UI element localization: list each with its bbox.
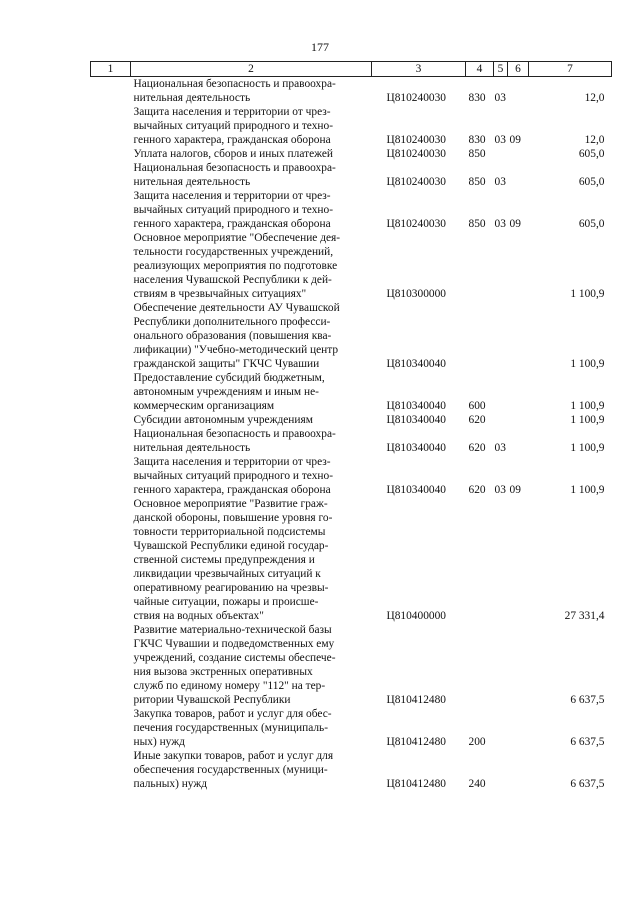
row-subsection <box>508 371 529 413</box>
row-section: 03 <box>494 218 506 230</box>
row-name: Субсидии автономным учреждениям <box>133 414 313 426</box>
table-row <box>91 623 612 707</box>
row-section <box>494 413 508 427</box>
row-amount: 12,0 <box>584 92 605 104</box>
row-subsection <box>508 623 529 707</box>
row-code: Ц810240030 <box>386 134 446 146</box>
row-expense-type <box>466 231 494 301</box>
row-code: Ц810300000 <box>386 288 446 300</box>
row-expense-type: 620 <box>468 484 486 496</box>
table-row <box>91 189 612 231</box>
row-subsection <box>508 427 529 455</box>
row-amount: 1 100,9 <box>570 484 605 496</box>
row-section <box>494 371 508 413</box>
row-name: Основное мероприятие "Развитие граж- данской обороны, повышение уровня го- товности территориальной подсистемы Чувашской Республики единой государ- ственной системы предупреждения и ликвидации чрезвычайных ситуаций к оперативному реагированию на чрезвы- чайные ситуации, пожары и происше- ствия на водных объектах" <box>133 498 333 622</box>
row-expense-type: 600 <box>468 400 486 412</box>
row-name: Защита населения и территории от чрез- вычайных ситуаций природного и техно- генного характера, гражданская оборона <box>133 190 333 230</box>
table-header-row <box>91 62 612 77</box>
row-expense-type <box>466 301 494 371</box>
row-code: Ц810340040 <box>386 414 446 426</box>
row-subsection <box>508 301 529 371</box>
row-amount: 1 100,9 <box>570 400 605 412</box>
row-code: Ц810412480 <box>386 694 446 706</box>
row-section <box>494 707 508 749</box>
table-row <box>91 427 612 455</box>
table-row <box>91 231 612 301</box>
row-code: Ц810400000 <box>386 610 446 622</box>
row-amount: 27 331,4 <box>564 610 605 622</box>
table-row <box>91 371 612 413</box>
row-code: Ц810412480 <box>386 778 446 790</box>
row-name: Иные закупки товаров, работ и услуг для обеспечения государственных (муници- пальных) нужд <box>133 750 334 790</box>
column-header-2: 2 <box>131 62 372 77</box>
row-name: Защита населения и территории от чрез- вычайных ситуаций природного и техно- генного характера, гражданская оборона <box>133 106 333 146</box>
row-subsection <box>508 147 529 161</box>
row-name: Национальная безопасность и правоохра- нительная деятельность <box>133 428 336 454</box>
row-code: Ц810240030 <box>386 218 446 230</box>
table-row <box>91 105 612 147</box>
row-amount: 605,0 <box>578 176 605 188</box>
column-header-3: 3 <box>372 62 466 77</box>
page-number: 177 <box>311 40 329 54</box>
row-code: Ц810340040 <box>386 400 446 412</box>
table-row <box>91 413 612 427</box>
table-row <box>91 455 612 497</box>
row-subsection <box>508 161 529 189</box>
row-name: Национальная безопасность и правоохра- нительная деятельность <box>133 162 336 188</box>
row-expense-type: 830 <box>468 92 486 104</box>
row-section: 03 <box>494 92 506 104</box>
row-name: Развитие материально-технической базы ГКЧС Чувашии и подведомственных ему учреждений, создание системы обеспече- ния вызова экстренных оперативных служб по единому номеру "112" на тер- ритории Чувашской Республики <box>133 624 336 706</box>
row-section: 03 <box>494 134 506 146</box>
row-section: 03 <box>494 442 506 454</box>
table-row <box>91 77 612 106</box>
row-name: Уплата налогов, сборов и иных платежей <box>133 148 333 160</box>
row-expense-type: 850 <box>468 148 486 160</box>
budget-table <box>90 61 612 791</box>
row-name: Обеспечение деятельности АУ Чувашской Республики дополнительного професси- онального образования (повышения ква- лификации) "Учебно-методический центр гражданской защиты" ГКЧС Чувашии <box>133 302 340 370</box>
row-subsection <box>508 77 529 106</box>
row-amount: 605,0 <box>578 218 605 230</box>
row-expense-type: 620 <box>468 414 486 426</box>
row-name: Закупка товаров, работ и услуг для обес- печения государственных (муниципаль- ных) нужд <box>133 708 332 748</box>
column-header-4: 4 <box>466 62 494 77</box>
row-expense-type: 850 <box>468 218 486 230</box>
row-expense-type: 240 <box>468 778 486 790</box>
row-name: Национальная безопасность и правоохра- нительная деятельность <box>133 78 336 104</box>
row-amount: 1 100,9 <box>570 442 605 454</box>
row-code: Ц810240030 <box>386 92 446 104</box>
row-code: Ц810340040 <box>386 442 446 454</box>
row-amount: 6 637,5 <box>570 736 605 748</box>
row-subsection <box>508 749 529 791</box>
row-amount: 1 100,9 <box>570 288 605 300</box>
row-code: Ц810412480 <box>386 736 446 748</box>
row-expense-type: 850 <box>468 176 486 188</box>
row-expense-type: 200 <box>468 736 486 748</box>
row-subsection <box>508 413 529 427</box>
table-row <box>91 497 612 623</box>
column-header-6: 6 <box>508 62 529 77</box>
row-section <box>494 231 508 301</box>
row-amount: 1 100,9 <box>570 414 605 426</box>
row-amount: 605,0 <box>578 148 605 160</box>
row-code: Ц810340040 <box>386 358 446 370</box>
row-amount: 1 100,9 <box>570 358 605 370</box>
row-code: Ц810240030 <box>386 148 446 160</box>
row-section <box>494 301 508 371</box>
row-expense-type <box>466 623 494 707</box>
row-subsection: 09 <box>509 218 521 230</box>
row-section <box>494 749 508 791</box>
row-code: Ц810240030 <box>386 176 446 188</box>
row-name: Защита населения и территории от чрез- вычайных ситуаций природного и техно- генного характера, гражданская оборона <box>133 456 333 496</box>
row-amount: 12,0 <box>584 134 605 146</box>
row-subsection <box>508 231 529 301</box>
row-name: Основное мероприятие "Обеспечение дея- тельности государственных учреждений, реализующих мероприятия по подготовке населения Чувашской Республики к дей- ствиям в чрезвычайных ситуациях" <box>133 232 341 300</box>
row-subsection: 09 <box>509 484 521 496</box>
column-header-1: 1 <box>91 62 131 77</box>
column-header-7: 7 <box>529 62 612 77</box>
row-expense-type: 620 <box>468 442 486 454</box>
row-subsection <box>508 707 529 749</box>
row-section <box>494 497 508 623</box>
row-section: 03 <box>494 484 506 496</box>
row-expense-type: 830 <box>468 134 486 146</box>
table-row <box>91 749 612 791</box>
table-row <box>91 147 612 161</box>
row-amount: 6 637,5 <box>570 694 605 706</box>
table-row <box>91 707 612 749</box>
row-subsection: 09 <box>509 134 521 146</box>
row-expense-type <box>466 497 494 623</box>
table-row <box>91 301 612 371</box>
column-header-5: 5 <box>494 62 508 77</box>
row-code: Ц810340040 <box>386 484 446 496</box>
row-amount: 6 637,5 <box>570 778 605 790</box>
row-name: Предоставление субсидий бюджетным, автономным учреждениям и иным не- коммерческим организациям <box>133 372 325 412</box>
row-section <box>494 623 508 707</box>
row-section: 03 <box>494 176 506 188</box>
row-section <box>494 147 508 161</box>
row-subsection <box>508 497 529 623</box>
table-row <box>91 161 612 189</box>
